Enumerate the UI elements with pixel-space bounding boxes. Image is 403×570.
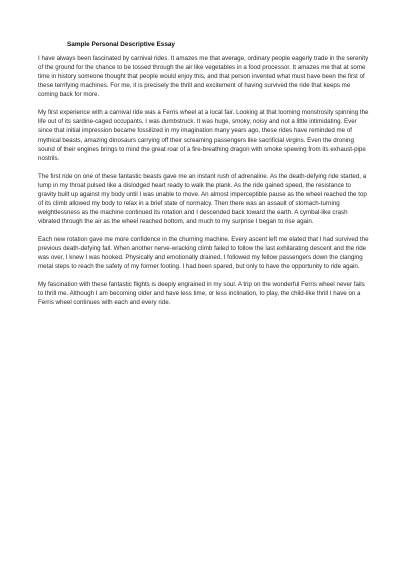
- paragraph-5: My fascination with these fantastic flights is deeply engrained in my soul. A trip on the wonderful Ferris wheel never fails to thrill me. Although I am becoming older and have less time, or less inclination, to play, the child-like thrill I have on a Ferris wheel continues with each and every ride.: [38, 281, 365, 307]
- paragraph-4: Each new rotation gave me more confidence in the churning machine. Every ascent left me elated that I had survived the previous death-defying fall. When another nerve-wracking climb failed to follow the last exhilarating descent and the ride was over, I knew I was hooked. Physically and emotionally drained, I followed my fellow passengers down the clanging metal steps to reach the safety of my former footing. I had been spared, but only to have the opportunity to ride again.: [38, 235, 369, 271]
- paragraph-3: The first ride on one of these fantastic beasts gave me an instant rush of adrenaline. As the death-defying ride started, a lump in my throat pulsed like a dislodged heart ready to walk the plank. As the ride gained speed, the resistance to gravity built up against my body until I was unable to move. An almost imperceptible pause as the wheel reached the top of its climb allowed my body to relax in a brief state of normalcy. Then there was an assault of stomach-turning weightlessness as the machine continued its rotation and I descended back toward the earth. A cymbal-like crash vibrated through the air as the wheel reached bottom, and much to my surprise I began to rise again.: [38, 172, 367, 226]
- essay-body: [38, 54, 369, 316]
- essay-title: Sample Personal Descriptive Essay: [67, 41, 175, 48]
- paragraph-2: My first experience with a carnival ride was a Ferris wheel at a local fair. Looking at that looming monstrosity spinning the life out of its sardine-caged occupants, I was dumbstruck. It was huge, smoky, noisy and not a little intimidating. Ever since that initial impression became fossilized in my imagination many years ago, these rides have reminded me of mythical beasts, amazing dinosaurs carrying off their screaming passengers like sacrificial virgins. Even the droning sound of their engines brings to mind the great roar of a fire-breathing dragon with smoke spewing from its exhaust-pipe nostrils.: [38, 109, 369, 162]
- paragraph-1: I have always been fascinated by carnival rides. It amazes me that average, ordinary people eagerly trade in the serenity of the ground for the chance to be tossed through the air like vegetables in a food processor. It amazes me that at some time in history someone thought that people would enjoy this, and that person invented what must have been the first of these terrifying machines. For me, it is precisely the thrill and excitement of having survived the ride that keeps me coming back for more.: [38, 55, 369, 99]
